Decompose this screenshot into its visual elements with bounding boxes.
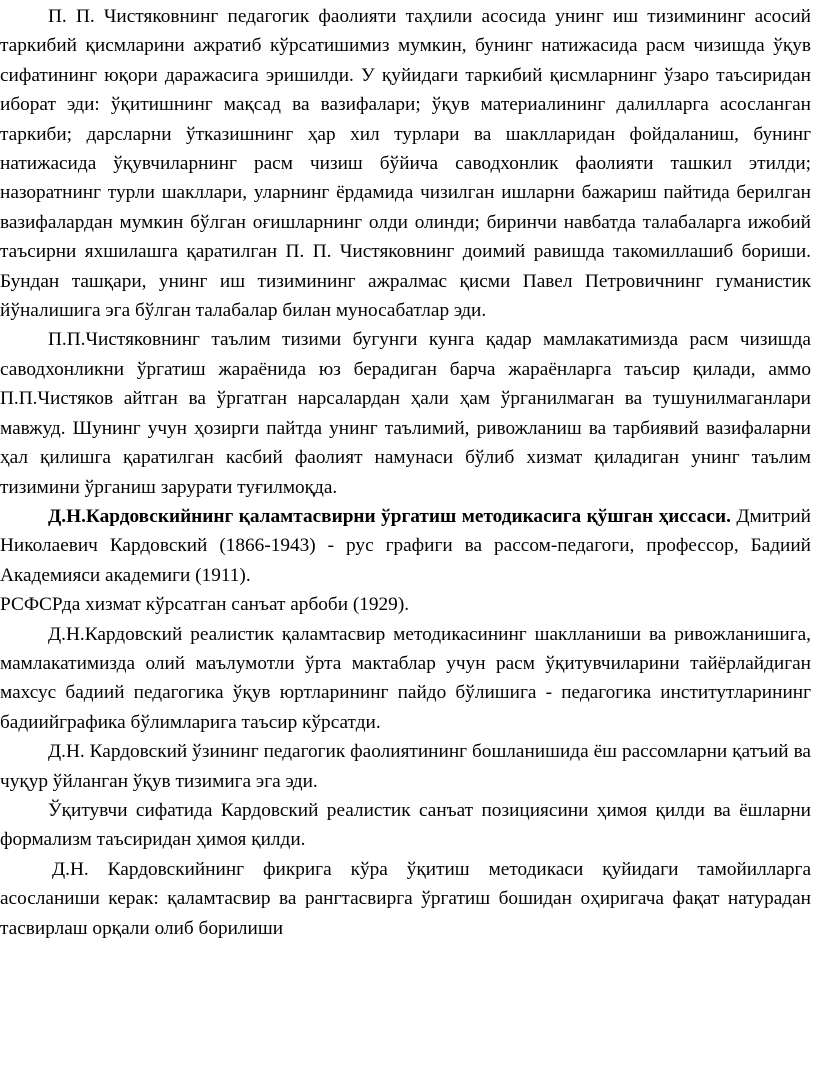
section-heading-kardovsky: Д.Н.Кардовскийнинг қаламтасвирни ўргатиш методикасига қўшган ҳиссаси. [48,505,731,527]
paragraph-kardovsky-teacher: Ўқитувчи сифатида Кардовский реалистик санъат позициясини ҳимоя қилди ва ёшларни формализм таъсиридан ҳимоя қилди. [0,799,811,851]
paragraph-kardovsky-influence: Д.Н.Кардовский реалистик қаламтасвир методикасининг шаклланиши ва ривожланишига, мамлакатимизда олий маълумотли ўрта мактаблар учун расм ўқитувчиларини тайёрлайдиган махсус бадиий педагогика ўқув юртларининг пайдо бўлишига - педагогика институтларининг бадиийграфика бўлимларига таъсир кўрсатди. [0,623,811,733]
paragraph-chistyakov-legacy: П.П.Чистяковнинг таълим тизими бугунги кунга қадар мамлакатимизда расм чизишда саводхонликни ўргатиш жараёнида юз берадиган барча жараёнларга таъсир қилади, аммо П.П.Чистяков айтган ва ўргатган нарсалардан ҳали ҳам ўрганилмаган ва тушунилмаганлари мавжуд. Шунинг учун ҳозирги пайтда унинг таълимий, ривожланиш ва тарбиявий вазифаларни ҳал қилишга қаратилган касбий фаолият намунаси бўлиб хизмат қиладиган унинг таълим тизимини ўрганиш зарурати туғилмоқда. [0,329,811,498]
paragraph-rsfsr-title: РСФСРда хизмат кўрсатган санъат арбоби (1929). [0,594,410,616]
paragraph-kardovsky-bio: Дмитрий Николаевич Кардовский (1866-1943) - рус графиги ва рассом-педагоги, профессор, Бадиий Академияси академиги (1911). [0,505,811,586]
paragraph-kardovsky-intro [0,502,811,590]
paragraph-chistyakov-system: П. П. Чистяковнинг педагогик фаолияти таҳлили асосида унинг иш тизимининг асосий таркибий қисмларини ажратиб кўрсатишимиз мумкин, бунинг натижасида расм чизишда ўқув сифатининг юқори даражасига эришилди. У қуйидаги таркибий қисмларнинг ўзаро таъсиридан иборат эди: ўқитишнинг мақсад ва вазифалари; ўқув материалининг далилларга асосланган таркиби; дарсларни ўтказишнинг ҳар хил турлари ва шаклларидан фойдаланиш, бунинг натижасида ўқувчиларнинг расм чизиш бўйича саводхонлик фаолияти ташкил этилди; назоратнинг турли шакллари, уларнинг ёрдамида чизилган ишларни бажариш пайтида берилган вазифалардан мумкин бўлган оғишларнинг олди олинди; биринчи навбатда талабаларга ижобий таъсирни яхшилашга қаратилган П. П. Чистяковнинг доимий равишда такомиллашиб бориши. Бундан ташқари, унинг иш тизимининг ажралмас қисми Павел Петровичнинг гуманистик йўналишига эга бўлган талабалар билан муносабатлар эди. [0,6,811,322]
paragraph-kardovsky-method: Д.Н. Кардовскийнинг фикрига кўра ўқитиш методикаси қуйидаги тамойилларга асосланиши керак: қаламтасвир ва рангтасвирга ўргатиш бошидан оҳиригача фақат натурадан тасвирлаш орқали олиб борилиши [0,858,811,939]
paragraph-kardovsky-beginning: Д.Н. Кардовский ўзининг педагогик фаолиятининг бошланишида ёш рассомларни қатъий ва чуқур ўйланган ўқув тизимига эга эди. [0,741,811,792]
